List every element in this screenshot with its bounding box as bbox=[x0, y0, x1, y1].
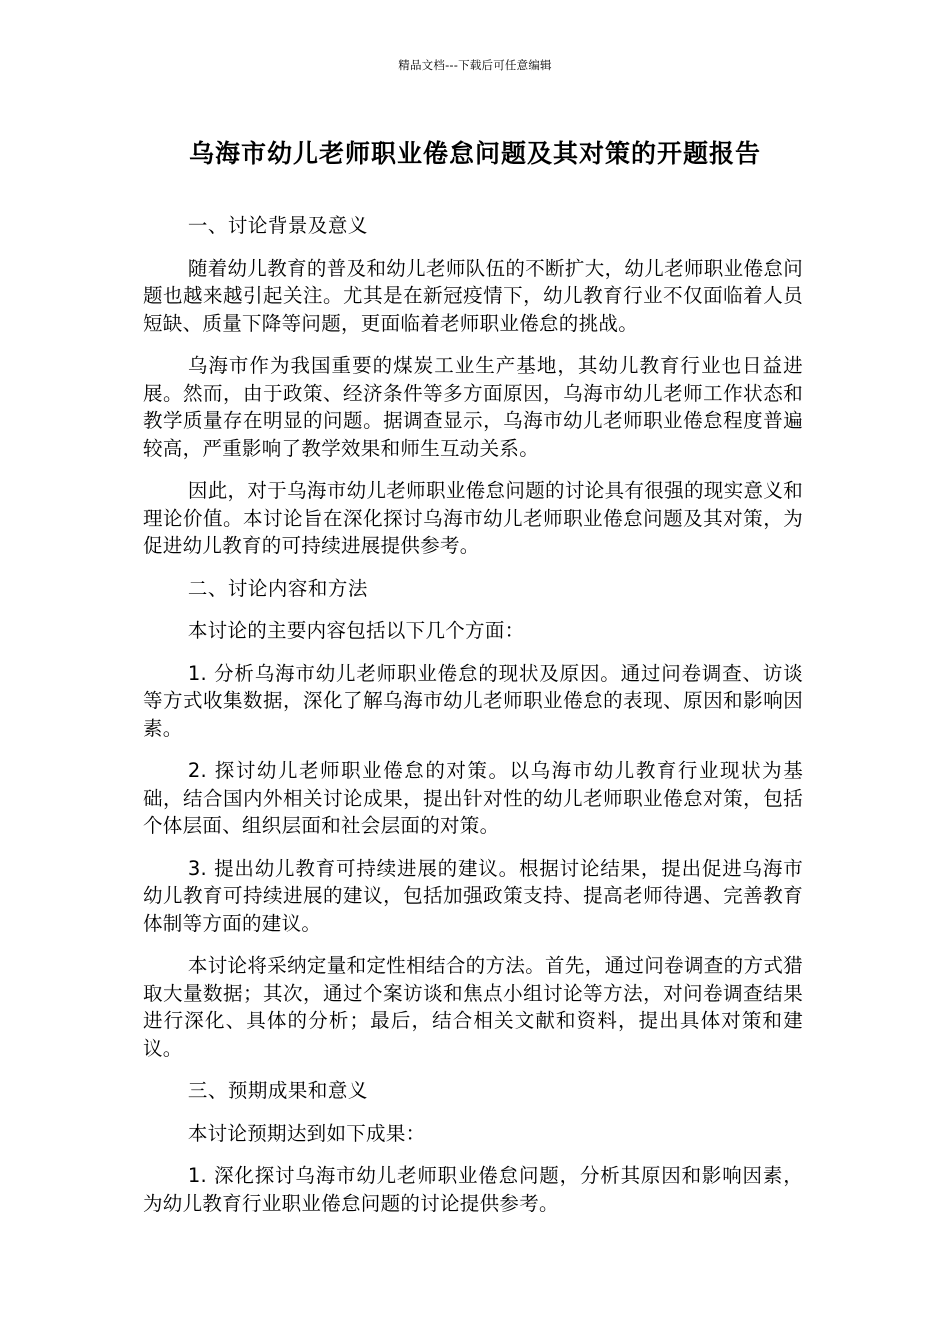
paragraph-results-intro: 本讨论预期达到如下成果： bbox=[187, 1121, 426, 1145]
paragraph-content-intro: 本讨论的主要内容包括以下几个方面： bbox=[187, 619, 525, 642]
paragraph-results-item-1: 1. 深化探讨乌海市幼儿老师职业倦怠问题，分析其原因和影响因素，为幼儿教育行业职业倦怠问题的讨论提供参考。 bbox=[143, 1164, 803, 1215]
paragraph-background-1: 随着幼儿教育的普及和幼儿老师队伍的不断扩大，幼儿老师职业倦怠问题也越来越引起关注。尤其是在新冠疫情下，幼儿教育行业不仅面临着人员短缺、质量下降等问题，更面临着老师职业倦怠的挑战。 bbox=[143, 256, 803, 335]
paragraph-content-item-3: 3. 提出幼儿教育可持续进展的建议。根据讨论结果，提出促进乌海市幼儿教育可持续进展的建议，包括加强政策支持、提高老师待遇、完善教育体制等方面的建议。 bbox=[143, 856, 803, 935]
paragraph-content-item-2: 2. 探讨幼儿老师职业倦怠的对策。以乌海市幼儿教育行业现状为基础，结合国内外相关讨论成果，提出针对性的幼儿老师职业倦怠对策，包括个体层面、组织层面和社会层面的对策。 bbox=[143, 759, 803, 837]
paragraph-content-item-1: 1. 分析乌海市幼儿老师职业倦怠的现状及原因。通过问卷调查、访谈等方式收集数据，深化了解乌海市幼儿老师职业倦怠的表现、原因和影响因素。 bbox=[143, 661, 803, 740]
document-title: 乌海市幼儿老师职业倦怠问题及其对策的开题报告 bbox=[188, 139, 761, 168]
paragraph-background-2: 乌海市作为我国重要的煤炭工业生产基地，其幼儿教育行业也日益进展。然而，由于政策、经济条件等多方面原因，乌海市幼儿老师工作状态和教学质量存在明显的问题。据调查显示，乌海市幼儿老师职业倦怠程度普遍较高，严重影响了教学效果和师生互动关系。 bbox=[143, 354, 803, 460]
paragraph-background-3: 因此，对于乌海市幼儿老师职业倦怠问题的讨论具有很强的现实意义和理论价值。本讨论旨在深化探讨乌海市幼儿老师职业倦怠问题及其对策，为促进幼儿教育的可持续进展提供参考。 bbox=[143, 479, 803, 557]
section-heading-content-method: 二、讨论内容和方法 bbox=[187, 576, 368, 600]
document-body bbox=[143, 212, 803, 1217]
section-heading-expected-results: 三、预期成果和意义 bbox=[187, 1079, 368, 1102]
section-heading-background: 一、讨论背景及意义 bbox=[187, 214, 368, 237]
page-header-note: 精品文档---下载后可任意编辑 bbox=[398, 58, 552, 72]
paragraph-method: 本讨论将采纳定量和定性相结合的方法。首先，通过问卷调查的方式猎取大量数据；其次，通过个案访谈和焦点小组讨论等方法，对问卷调查结果进行深化、具体的分析；最后，结合相关文献和资料，提出具体对策和建议。 bbox=[143, 954, 803, 1060]
